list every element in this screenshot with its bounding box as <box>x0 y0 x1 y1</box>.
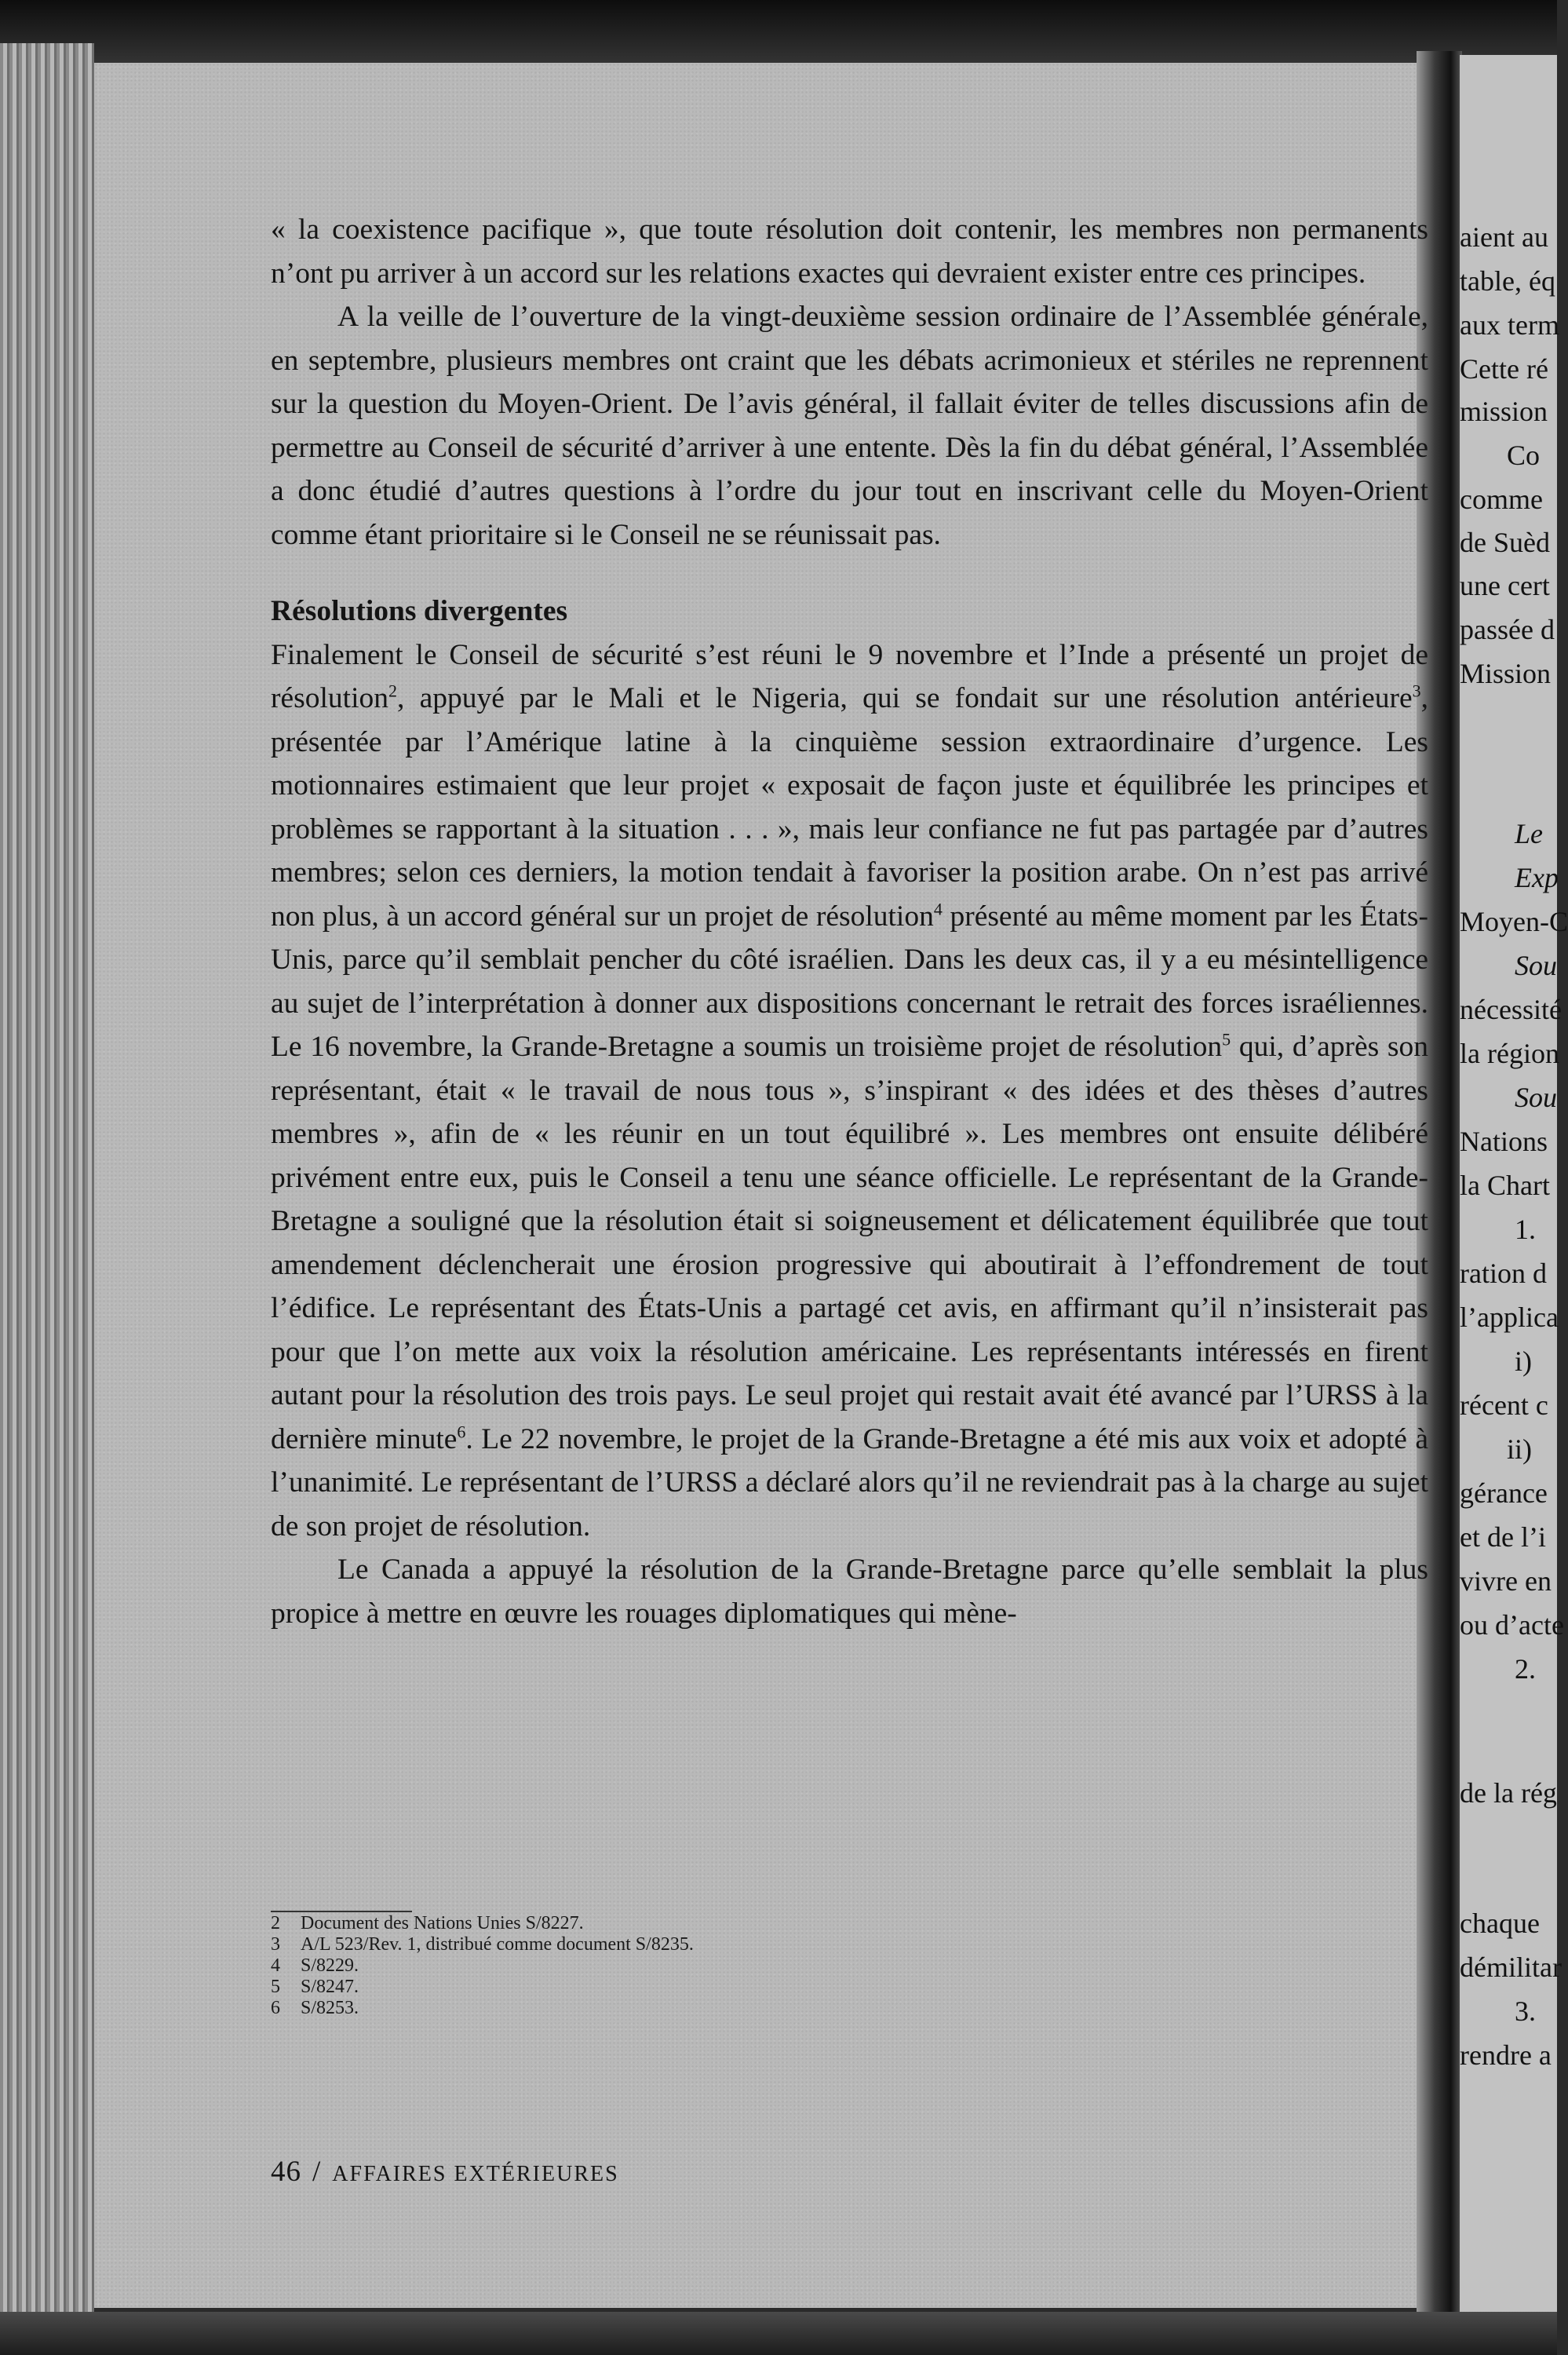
footnote-text: S/8229. <box>301 1955 359 1976</box>
facing-line: 2. <box>1515 1653 1536 1685</box>
footnote <box>271 1934 977 1955</box>
facing-line: Cette ré <box>1460 353 1548 385</box>
facing-line: et de l’i <box>1460 1521 1546 1553</box>
facing-line: l’applica <box>1460 1302 1559 1333</box>
footnote <box>271 1998 977 2019</box>
paragraph-text: , présentée par l’Amérique latine à la cinquième session extraordinaire d’urgence. Les motionnaires estimaient que leur projet « exposait de façon juste et équilibrée les principes et problèmes se rapportant à la situation . . . », mais leur confiance ne fut pas partagée par d’autres membres; selon ces derniers, la motion tendait à favoriser la position arabe. On n’est pas arrivé non plus, à un accord général sur un projet de résolution <box>271 682 1428 933</box>
footnotes <box>271 1913 977 2019</box>
facing-line: ii) <box>1507 1433 1532 1465</box>
paragraph-text: présenté au même moment par les États-Unis, parce qu’il semblait pencher du côté israélien. Dans les deux cas, il y a eu mésintelligence au sujet de l’interprétation à donner aux dispositions concernant le retrait des forces israéliennes. Le 16 novembre, la Grande-Bretagne a soumis un troisième projet de résolution <box>271 900 1428 1063</box>
facing-line: ou d’acte <box>1460 1609 1564 1641</box>
facing-line: Co <box>1507 440 1541 471</box>
paragraph: Le Canada a appuyé la résolution de la Grande-Bretagne parce qu’elle semblait la plus propice à mettre en œuvre les rouages diplomatiques qui mène- <box>271 1554 1428 1630</box>
facing-line: Mission <box>1460 658 1552 689</box>
facing-line: chaque <box>1460 1908 1540 1939</box>
folio-separator: / <box>312 2156 322 2188</box>
facing-line: gérance <box>1460 1477 1548 1509</box>
paragraph <box>271 633 1428 1549</box>
facing-line: de la rég <box>1460 1777 1557 1809</box>
facing-line: mission <box>1460 396 1548 427</box>
footnote-ref: 4 <box>933 899 943 918</box>
facing-line: la région <box>1460 1038 1559 1069</box>
footnote-ref: 2 <box>388 681 397 701</box>
facing-line: passée d <box>1460 614 1555 645</box>
facing-line: la Chart <box>1460 1170 1550 1201</box>
facing-page-fragment <box>1460 55 1568 2312</box>
facing-line: Exp <box>1515 862 1559 893</box>
facing-line: ration d <box>1460 1258 1547 1289</box>
paragraph-text: Finalement le Conseil de sécurité s’est réuni le 9 novembre et l’Inde a présenté un projet de résolution <box>271 638 1428 714</box>
footnote-text: Document des Nations Unies S/8227. <box>301 1913 584 1933</box>
footnote-number: 4 <box>271 1955 280 1976</box>
footnote-number: 5 <box>271 1977 280 1997</box>
main-text-column <box>271 208 1428 1635</box>
facing-line: une cert <box>1460 570 1550 601</box>
footnote-ref: 5 <box>1222 1029 1231 1050</box>
section-heading: Résolutions divergentes <box>271 595 568 627</box>
publication-title: AFFAIRES EXTÉRIEURES <box>332 2162 619 2186</box>
footnote <box>271 1955 977 1977</box>
facing-line: de Suèd <box>1460 527 1550 558</box>
paragraph-text: , appuyé par le Mali et le Nigeria, qui se fondait sur une résolution antérieure <box>396 682 1413 714</box>
facing-line: comme <box>1460 484 1543 515</box>
paragraph-text: qui, d’après son représentant, était « le travail de nous tous », s’inspirant « des idées et des thèses d’autres membres », afin de « les réunir en un tout équilibré ». Les membres ont ensuite délibéré privément entre eux, puis le Conseil a tenu une séance officielle. Le représentant de la Grande-Bretagne a souligné que la résolution était si soigneusement et délicatement équilibrée que tout amendement déclencherait une érosion progressive qui aboutirait à l’effondrement de tout l’édifice. Le représentant des États-Unis a partagé cet avis, en affirmant qu’il n’insisterait pas pour que l’on mette aux voix la résolution américaine. Les représentants intéressés en firent autant pour la résolution des trois pays. Le seul projet qui restait avait été avancé par l’URSS à la dernière minute <box>271 1031 1428 1455</box>
footnote-ref: 3 <box>1412 681 1421 701</box>
footnote-rule <box>271 1911 412 1912</box>
footnote <box>271 1977 977 1998</box>
facing-line: table, éq <box>1460 265 1555 297</box>
footnote-number: 3 <box>271 1934 280 1955</box>
facing-line: Sou <box>1515 950 1557 981</box>
facing-line: Le <box>1515 818 1543 849</box>
footnote-number: 6 <box>271 1998 280 2018</box>
scan-bottom-border <box>0 2312 1557 2355</box>
facing-line: récent c <box>1460 1389 1548 1421</box>
footnote <box>271 1913 977 1934</box>
facing-line: démilitar <box>1460 1952 1562 1983</box>
book-page-edges <box>0 43 94 2312</box>
paragraph: A la veille de l’ouverture de la vingt-deuxième session ordinaire de l’Assemblée générale, en septembre, plusieurs membres ont craint que les débats acrimonieux et stériles ne reprennent sur la question du Moyen-Orient. De l’avis général, il fallait éviter de telles discussions afin de permettre au Conseil de sécurité d’arriver à une entente. Dès la fin du débat général, l’Assemblée a donc étudié d’autres questions à l’ordre du jour tout en inscrivant celle du Moyen-Orient comme étant prioritaire si le Conseil ne se réunissait pas. <box>271 301 1428 551</box>
facing-line: aient au <box>1460 221 1548 253</box>
page-footer <box>271 2155 619 2189</box>
footnote-text: S/8253. <box>301 1998 359 2018</box>
facing-line: nécessité <box>1460 994 1562 1025</box>
footnote-ref: 6 <box>457 1422 466 1441</box>
footnote-number: 2 <box>271 1913 280 1933</box>
facing-line: 1. <box>1515 1214 1536 1245</box>
facing-line: Moyen-C <box>1460 906 1568 937</box>
page-number: 46 <box>271 2156 301 2188</box>
facing-line: rendre a <box>1460 2039 1552 2071</box>
facing-line: Nations <box>1460 1126 1548 1157</box>
paragraph-text: . Le 22 novembre, le projet de la Grande-Bretagne a été mis aux voix et adopté à l’unanimité. Le représentant de l’URSS a déclaré alors qu’il ne reviendrait pas à la charge au sujet de son projet de résolution. <box>271 1422 1428 1543</box>
facing-line: i) <box>1515 1345 1532 1377</box>
facing-line: vivre en <box>1460 1565 1552 1597</box>
footnote-text: S/8247. <box>301 1977 359 1997</box>
facing-line: aux term <box>1460 309 1559 341</box>
facing-line: Sou <box>1515 1082 1557 1113</box>
footnote-text: A/L 523/Rev. 1, distribué comme document S/8235. <box>301 1934 694 1955</box>
paragraph: « la coexistence pacifique », que toute résolution doit contenir, les membres non permanents n’ont pu arriver à un accord sur les relations exactes qui devraient exister entre ces principes. <box>271 214 1428 290</box>
facing-line: 3. <box>1515 1995 1536 2027</box>
